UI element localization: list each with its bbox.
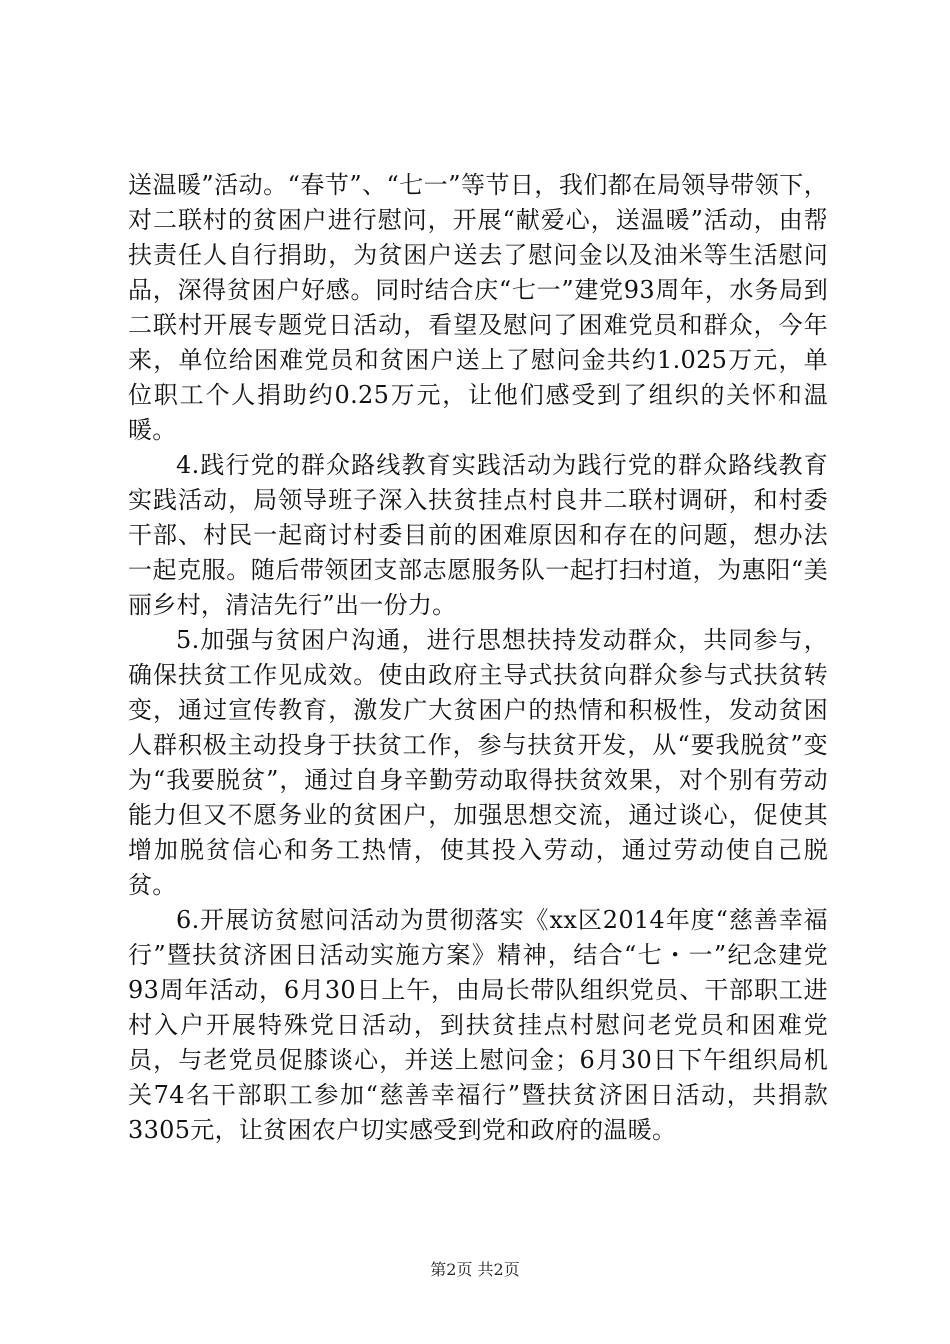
paragraph-item-5: 5.加强与贫困户沟通，进行思想扶持发动群众，共同参与，确保扶贫工作见成效。使由政府主导式扶贫向群众参与式扶贫转变，通过宣传教育，激发广大贫困户的热情和积极性，发动贫困人群积极主动投身于扶贫工作，参与扶贫开发，从“要我脱贫”变为“我要脱贫”，通过自身辛勤劳动取得扶贫效果，对个别有劳动能力但又不愿务业的贫困户，加强思想交流，通过谈心，促使其增加脱贫信心和务工热情，使其投入劳动，通过劳动使自己脱贫。 xyxy=(128,626,828,899)
document-body xyxy=(128,168,828,1148)
paragraph-item-6: 6.开展访贫慰问活动为贯彻落实《xx区2014年度“慈善幸福行”暨扶贫济困日活动实施方案》精神，结合“七・一”纪念建党93周年活动，6月30日上午，由局长带队组织党员、干部职工进村入户开展特殊党日活动，到扶贫挂点村慰问老党员和困难党员，与老党员促膝谈心，并送上慰问金；6月30日下午组织局机关74名干部职工参加“慈善幸福行”暨扶贫济困日活动，共捐款3305元，让贫困农户切实感受到党和政府的温暖。 xyxy=(128,906,828,1144)
page-number: 第2页 共2页 xyxy=(430,1260,520,1279)
page-footer xyxy=(0,1260,950,1280)
paragraph-continuation: 送温暖”活动。“春节”、“七一”等节日，我们都在局领导带领下，对二联村的贫困户进行慰问，开展“献爱心，送温暖”活动，由帮扶责任人自行捐助，为贫困户送去了慰问金以及油米等生活慰问品，深得贫困户好感。同时结合庆“七一”建党93周年，水务局到二联村开展专题党日活动，看望及慰问了困难党员和群众，今年来，单位给困难党员和贫困户送上了慰问金共约1.025万元，单位职工个人捐助约0.25万元，让他们感受到了组织的关怀和温暖。 xyxy=(128,171,828,444)
paragraph-item-4: 4.践行党的群众路线教育实践活动为践行党的群众路线教育实践活动，局领导班子深入扶贫挂点村良井二联村调研，和村委干部、村民一起商讨村委目前的困难原因和存在的问题，想办法一起克服。随后带领团支部志愿服务队一起打扫村道，为惠阳“美丽乡村，清洁先行”出一份力。 xyxy=(128,451,828,619)
